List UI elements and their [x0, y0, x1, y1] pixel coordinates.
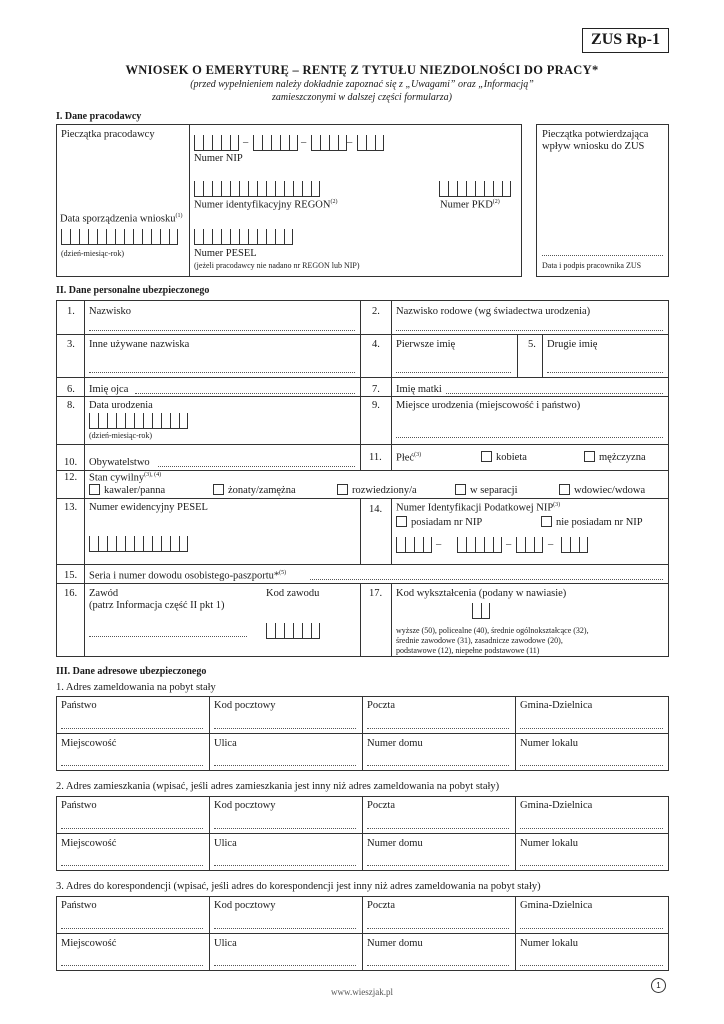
birth-date-hint: (dzień-miesiąc-rok): [89, 431, 153, 440]
input-mother-name[interactable]: [446, 393, 663, 394]
a3-street: Ulica: [214, 938, 237, 949]
a1-postcode: Kod pocztowy: [214, 700, 276, 711]
a2-commune-input[interactable]: [520, 828, 663, 829]
num-3: 3.: [67, 339, 75, 350]
education-hint-3: podstawowe (12), niepełne podstawowe (11): [396, 646, 540, 655]
col-14-num: [391, 498, 392, 564]
a3-city-input[interactable]: [61, 965, 203, 966]
row-line-6: [56, 498, 669, 499]
employer-nip-cells-3[interactable]: [311, 135, 347, 151]
date-hint: (dzień-miesiąc-rok): [61, 249, 125, 258]
input-birth-place[interactable]: [396, 437, 663, 438]
input-second-name[interactable]: [547, 372, 663, 373]
a2-city: Miejscowość: [61, 838, 117, 849]
a2-flat: Numer lokalu: [520, 838, 579, 849]
nip-dash-1: –: [243, 137, 249, 148]
label-divorced: rozwiedziony/a: [352, 485, 417, 496]
checkbox-married[interactable]: [213, 484, 224, 495]
nip-label: Numer NIP: [194, 153, 243, 164]
checkbox-no-nip[interactable]: [541, 516, 552, 527]
col-16-num: [84, 583, 85, 657]
checkbox-female[interactable]: [481, 451, 492, 462]
input-profession[interactable]: [89, 636, 247, 637]
form-code-badge: ZUS Rp-1: [582, 28, 669, 53]
a3-country-input[interactable]: [61, 928, 203, 929]
a1-postcode-input[interactable]: [214, 728, 356, 729]
a1-street-input[interactable]: [214, 765, 356, 766]
label-married: żonaty/zamężna: [228, 485, 296, 496]
num-17: 17.: [369, 588, 383, 599]
a3-street-input[interactable]: [214, 965, 356, 966]
col-17-left: [360, 583, 361, 657]
input-birth-surname[interactable]: [396, 330, 663, 331]
form-title: WNIOSEK O EMERYTURĘ – RENTĘ Z TYTUŁU NIEZDOLNOŚCI DO PRACY*: [125, 63, 599, 77]
address1-col3: [515, 696, 516, 771]
zus-sign-label: Data i podpis pracownika ZUS: [542, 261, 642, 270]
num-15: 15.: [64, 570, 78, 581]
label-birth-date: Data urodzenia: [89, 400, 153, 411]
row-line-1: [56, 334, 669, 335]
checkbox-single[interactable]: [89, 484, 100, 495]
application-date-cells[interactable]: [61, 229, 178, 245]
birth-date-cells[interactable]: [89, 413, 188, 429]
num-6: 6.: [67, 384, 75, 395]
zus-stamp-line1: Pieczątka potwierdzająca: [542, 129, 649, 140]
a3-country: Państwo: [61, 900, 97, 911]
employer-nip-cells-4[interactable]: [357, 135, 384, 151]
row-line-7: [56, 564, 669, 565]
a2-house-input[interactable]: [367, 865, 509, 866]
label-pesel: Numer ewidencyjny PESEL: [89, 502, 208, 513]
input-father-name[interactable]: [135, 393, 355, 394]
a3-flat: Numer lokalu: [520, 938, 579, 949]
profession-code-cells[interactable]: [266, 623, 320, 639]
checkbox-has-nip[interactable]: [396, 516, 407, 527]
label-single: kawaler/panna: [104, 485, 166, 496]
pesel-cells[interactable]: [89, 536, 188, 552]
education-hint-2: średnie zawodowe (31), zasadnicze zawodowe (20),: [396, 636, 563, 645]
profession-hint: (patrz Informacja część II pkt 1): [89, 600, 225, 611]
section1-heading: I. Dane pracodawcy: [56, 111, 142, 122]
checkbox-separated[interactable]: [455, 484, 466, 495]
a3-postcode-input[interactable]: [214, 928, 356, 929]
address1-title: 1. Adres zameldowania na pobyt stały: [56, 682, 216, 693]
employer-nip-cells-2[interactable]: [253, 135, 298, 151]
checkbox-divorced[interactable]: [337, 484, 348, 495]
col-14-left: [360, 498, 361, 564]
form-subtitle-line2: zamieszczonymi w dalszej części formularza): [272, 92, 452, 103]
a1-house-input[interactable]: [367, 765, 509, 766]
address2-col3: [515, 796, 516, 871]
nip-cells-4[interactable]: [561, 537, 588, 553]
address1-col1: [209, 696, 210, 771]
zus-sign-line[interactable]: [542, 255, 663, 256]
label-profession-code: Kod zawodu: [266, 588, 320, 599]
a2-house: Numer domu: [367, 838, 423, 849]
section2-heading: II. Dane personalne ubezpieczonego: [56, 285, 210, 296]
label-other-surnames: Inne używane nazwiska: [89, 339, 190, 350]
page-number: 1: [651, 978, 666, 993]
label-has-nip: posiadam nr NIP: [411, 517, 483, 528]
num-9: 9.: [372, 400, 380, 411]
a1-street: Ulica: [214, 738, 237, 749]
a2-postcode-input[interactable]: [214, 828, 356, 829]
label-sex: Płeć$^{(3)}$: [396, 452, 422, 464]
label-id-document: Seria i numer dowodu osobistego-paszportu*$^{(5)}$: [89, 570, 287, 582]
checkbox-male[interactable]: [584, 451, 595, 462]
label-birth-surname: Nazwisko rodowe (wg świadectwa urodzenia): [396, 306, 591, 317]
a1-commune: Gmina-Dzielnica: [520, 700, 593, 711]
a2-post-input[interactable]: [367, 828, 509, 829]
a1-flat-input[interactable]: [520, 765, 663, 766]
num-10: 10.: [64, 457, 78, 468]
a1-house: Numer domu: [367, 738, 423, 749]
checkbox-widowed[interactable]: [559, 484, 570, 495]
input-first-name[interactable]: [396, 372, 511, 373]
a1-city-input[interactable]: [61, 765, 203, 766]
num-13: 13.: [64, 502, 78, 513]
a1-post: Poczta: [367, 700, 395, 711]
a2-city-input[interactable]: [61, 865, 203, 866]
a2-postcode: Kod pocztowy: [214, 800, 276, 811]
nip2-dash-3: –: [548, 539, 554, 550]
col-17-num: [391, 583, 392, 657]
col-5-left: [517, 334, 518, 377]
a1-flat: Numer lokalu: [520, 738, 579, 749]
a2-country-input[interactable]: [61, 828, 203, 829]
num-2: 2.: [372, 306, 380, 317]
a2-street-input[interactable]: [214, 865, 356, 866]
label-nip: Numer Identyfikacji Podatkowej NIP$^{(3)}$: [396, 502, 561, 514]
nip-dash-3: –: [347, 137, 353, 148]
pkd-label: Numer PKD$^{(2)}$: [440, 199, 500, 211]
num-12: 12.: [64, 472, 78, 483]
label-citizenship: Obywatelstwo: [89, 457, 150, 468]
a2-flat-input[interactable]: [520, 865, 663, 866]
input-surname[interactable]: [89, 330, 355, 331]
a2-post: Poczta: [367, 800, 395, 811]
num-11: 11.: [369, 452, 382, 463]
a1-post-input[interactable]: [367, 728, 509, 729]
label-surname: Nazwisko: [89, 306, 131, 317]
a1-country: Państwo: [61, 700, 97, 711]
label-female: kobieta: [496, 452, 527, 463]
label-male: mężczyzna: [599, 452, 646, 463]
employer-regon-cells[interactable]: [194, 181, 320, 197]
address1-col2: [362, 696, 363, 771]
input-citizenship[interactable]: [158, 466, 355, 467]
num-7: 7.: [372, 384, 380, 395]
num-4: 4.: [372, 339, 380, 350]
nip-dash-2: –: [301, 137, 307, 148]
a3-house: Numer domu: [367, 938, 423, 949]
employer-divider: [189, 124, 190, 277]
num-8: 8.: [67, 400, 75, 411]
row-line-2: [56, 377, 669, 378]
address2-col1: [209, 796, 210, 871]
label-father-name: Imię ojca: [89, 384, 129, 395]
nip-cells-2[interactable]: [457, 537, 502, 553]
a2-commune: Gmina-Dzielnica: [520, 800, 593, 811]
label-mother-name: Imię matki: [396, 384, 442, 395]
a3-commune: Gmina-Dzielnica: [520, 900, 593, 911]
education-hint-1: wyższe (50), policealne (40), średnie ogólnokształcące (32),: [396, 626, 589, 635]
label-first-name: Pierwsze imię: [396, 339, 456, 350]
address2-title: 2. Adres zamieszkania (wpisać, jeśli adres zamieszkania jest inny niż adres zameldowania na pobyt stały): [56, 781, 500, 792]
label-profession: Zawód: [89, 588, 119, 599]
address3-col2: [362, 896, 363, 971]
a1-country-input[interactable]: [61, 728, 203, 729]
a2-country: Państwo: [61, 800, 97, 811]
website-footer: www.wieszjak.pl: [331, 987, 393, 997]
row-line-4: [56, 444, 669, 445]
num-5: 5.: [528, 339, 536, 350]
a1-commune-input[interactable]: [520, 728, 663, 729]
row-line-5: [56, 470, 669, 471]
num-1: 1.: [67, 306, 75, 317]
nip-cells-3[interactable]: [516, 537, 543, 553]
address3-title: 3. Adres do korespondencji (wpisać, jeśli adres do korespondencji jest inny niż adres zameldowania na pobyt stały): [56, 881, 541, 892]
label-no-nip: nie posiadam nr NIP: [556, 517, 643, 528]
zus-stamp-line2: wpływ wniosku do ZUS: [542, 141, 645, 152]
a1-city: Miejscowość: [61, 738, 117, 749]
employer-pkd-cells[interactable]: [439, 181, 511, 197]
input-other-surnames[interactable]: [89, 372, 355, 373]
date-label: Data sporządzenia wniosku$^{(1)}$: [60, 213, 183, 225]
section3-heading: III. Dane adresowe ubezpieczonego: [56, 666, 207, 677]
label-education-code: Kod wykształcenia (podany w nawiasie): [396, 588, 567, 599]
a3-post-input[interactable]: [367, 928, 509, 929]
a3-flat-input[interactable]: [520, 965, 663, 966]
education-code-cells[interactable]: [472, 603, 490, 619]
nip2-dash-1: –: [436, 539, 442, 550]
a2-street: Ulica: [214, 838, 237, 849]
num-14: 14.: [369, 504, 383, 515]
address3-col3: [515, 896, 516, 971]
row-line-3: [56, 396, 669, 397]
num-col-left: [84, 300, 85, 583]
nip-cells-1[interactable]: [396, 537, 432, 553]
pesel-label: Numer PESEL: [194, 248, 257, 259]
employer-stamp-label: Pieczątka pracodawcy: [61, 129, 155, 140]
row-line-8: [56, 583, 669, 584]
employer-nip-cells-1[interactable]: [194, 135, 239, 151]
label-birth-place: Miejsce urodzenia (miejscowość i państwo): [396, 400, 581, 411]
label-marital-status: Stan cywilny$^{(3), (4)}$: [89, 472, 162, 484]
label-separated: w separacji: [470, 485, 518, 496]
num-16: 16.: [64, 588, 78, 599]
a3-commune-input[interactable]: [520, 928, 663, 929]
a3-post: Poczta: [367, 900, 395, 911]
form-subtitle-line1: (przed wypełnieniem należy dokładnie zapoznać się z „Uwagami” oraz „Informacją”: [190, 79, 534, 90]
pesel-hint: (jeżeli pracodawcy nie nadano nr REGON lub NIP): [194, 261, 360, 270]
a3-house-input[interactable]: [367, 965, 509, 966]
a3-city: Miejscowość: [61, 938, 117, 949]
a3-postcode: Kod pocztowy: [214, 900, 276, 911]
col-5-right: [542, 334, 543, 377]
label-widowed: wdowiec/wdowa: [574, 485, 646, 496]
address2-col2: [362, 796, 363, 871]
input-id-document[interactable]: [310, 579, 663, 580]
label-second-name: Drugie imię: [547, 339, 598, 350]
address3-col1: [209, 896, 210, 971]
employer-pesel-cells[interactable]: [194, 229, 293, 245]
regon-label: Numer identyfikacyjny REGON$^{(2)}$: [194, 199, 338, 211]
nip2-dash-2: –: [506, 539, 512, 550]
